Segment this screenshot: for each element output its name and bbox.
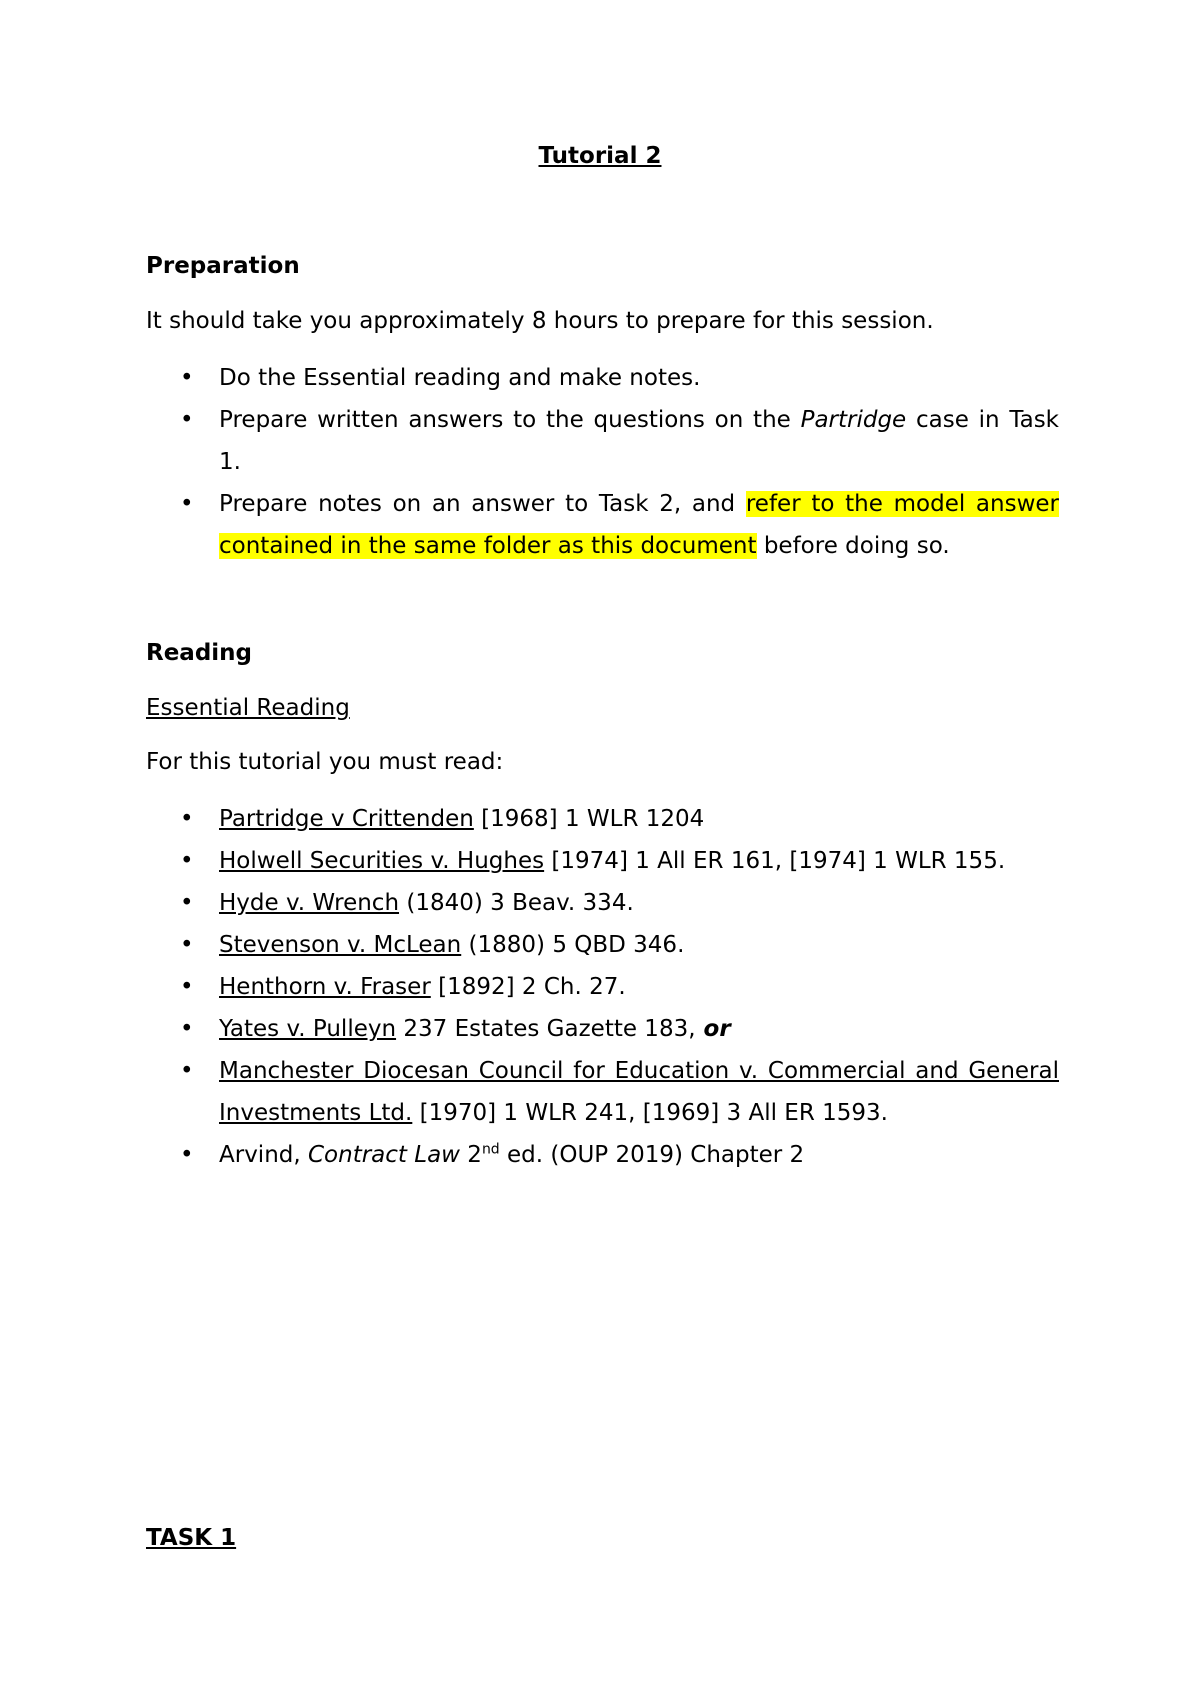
- or-text: or: [695, 1016, 731, 1042]
- list-item: • Manchester Diocesan Council for Education v. Commercial and General Investments Ltd. [1970] 1 WLR 241, [1969] 3 All ER 1593.: [0, 1050, 1059, 1134]
- list-item: • Holwell Securities v. Hughes [1974] 1 All ER 161, [1974] 1 WLR 155.: [0, 840, 1059, 882]
- highlighted-text: refer to the model answer contained in the same folder as this document: [219, 491, 1060, 559]
- bullet-icon: •: [180, 491, 194, 517]
- case-name-italic: Partridge: [800, 407, 907, 433]
- document-title: Tutorial 2: [538, 143, 662, 169]
- bullet-icon: •: [180, 407, 194, 433]
- essential-reading-subheading: Essential Reading: [146, 695, 350, 721]
- list-item: • Prepare notes on an answer to Task 2, and refer to the model answer contained in the same folder as this document before doing so.: [0, 483, 1059, 567]
- book-title: Contract Law: [308, 1142, 460, 1168]
- preparation-list: [0, 357, 1059, 567]
- list-item: • Arvind, Contract Law 2nd ed. (OUP 2019) Chapter 2: [0, 1134, 1059, 1176]
- list-item: • Henthorn v. Fraser [1892] 2 Ch. 27.: [0, 966, 1059, 1008]
- reading-intro: For this tutorial you must read:: [146, 749, 504, 775]
- reading-list: [0, 798, 1059, 1176]
- case-name: Partridge v Crittenden: [219, 806, 474, 832]
- case-name: Yates v. Pulleyn: [219, 1016, 397, 1042]
- bullet-icon: •: [180, 848, 194, 874]
- case-name: Manchester Diocesan Council for Education v. Commercial and General Investments Ltd.: [219, 1058, 1059, 1126]
- reading-heading: Reading: [146, 640, 253, 666]
- case-name: Hyde v. Wrench: [219, 890, 400, 916]
- preparation-intro: It should take you approximately 8 hours to prepare for this session.: [146, 308, 934, 334]
- case-name: Holwell Securities v. Hughes: [219, 848, 545, 874]
- list-item: • Hyde v. Wrench (1840) 3 Beav. 334.: [0, 882, 1059, 924]
- list-item: • Stevenson v. McLean (1880) 5 QBD 346.: [0, 924, 1059, 966]
- task-1-heading: TASK 1: [146, 1525, 237, 1551]
- bullet-icon: •: [180, 1058, 194, 1084]
- bullet-icon: •: [180, 365, 194, 391]
- case-name: Stevenson v. McLean: [219, 932, 462, 958]
- list-item: • Prepare written answers to the questions on the Partridge case in Task 1.: [0, 399, 1059, 483]
- list-item: • Partridge v Crittenden [1968] 1 WLR 1204: [0, 798, 1059, 840]
- bullet-icon: •: [180, 806, 194, 832]
- bullet-icon: •: [180, 974, 194, 1000]
- list-item: • Yates v. Pulleyn 237 Estates Gazette 183, or: [0, 1008, 1059, 1050]
- preparation-heading: Preparation: [146, 253, 300, 279]
- bullet-icon: •: [180, 1016, 194, 1042]
- bullet-icon: •: [180, 890, 194, 916]
- bullet-icon: •: [180, 932, 194, 958]
- case-name: Henthorn v. Fraser: [219, 974, 431, 1000]
- list-item: • Do the Essential reading and make notes.: [0, 357, 1059, 399]
- bullet-icon: •: [180, 1142, 194, 1168]
